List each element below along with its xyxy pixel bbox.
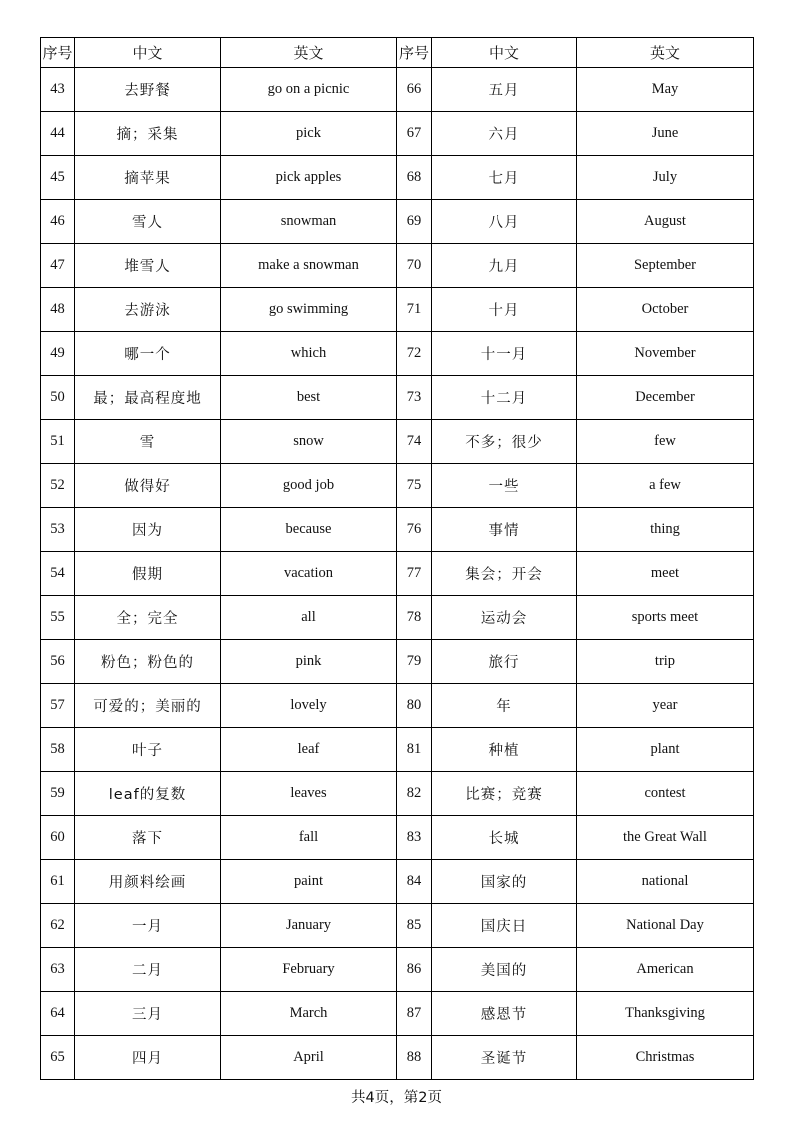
header-chinese-right: 中文 [432, 38, 577, 68]
header-english-right: 英文 [577, 38, 754, 68]
cell-chinese-right: 集会；开会 [432, 552, 577, 596]
cell-chinese-left: 可爱的；美丽的 [75, 684, 221, 728]
cell-number-right: 73 [397, 376, 432, 420]
cell-chinese-right: 六月 [432, 112, 577, 156]
cell-chinese-left: 一月 [75, 904, 221, 948]
cell-english-right: May [577, 68, 754, 112]
table-body [41, 68, 754, 1080]
cell-chinese-left: 因为 [75, 508, 221, 552]
table-row [41, 464, 754, 508]
cell-number-right: 69 [397, 200, 432, 244]
header-number-right: 序号 [397, 38, 432, 68]
cell-number-right: 88 [397, 1036, 432, 1080]
cell-number-left: 65 [41, 1036, 75, 1080]
cell-english-right: plant [577, 728, 754, 772]
cell-english-left: leaves [221, 772, 397, 816]
cell-english-right: national [577, 860, 754, 904]
cell-chinese-left: 雪人 [75, 200, 221, 244]
cell-number-right: 87 [397, 992, 432, 1036]
cell-number-left: 45 [41, 156, 75, 200]
cell-number-left: 49 [41, 332, 75, 376]
table-row [41, 376, 754, 420]
table-row [41, 640, 754, 684]
cell-number-left: 43 [41, 68, 75, 112]
cell-chinese-left: 堆雪人 [75, 244, 221, 288]
cell-english-left: snow [221, 420, 397, 464]
table-row [41, 596, 754, 640]
cell-chinese-left: 二月 [75, 948, 221, 992]
cell-english-right: June [577, 112, 754, 156]
cell-english-left: go on a picnic [221, 68, 397, 112]
cell-chinese-left: 假期 [75, 552, 221, 596]
cell-number-left: 50 [41, 376, 75, 420]
cell-english-left: pink [221, 640, 397, 684]
cell-number-left: 60 [41, 816, 75, 860]
vocabulary-table [40, 37, 754, 1080]
cell-number-left: 55 [41, 596, 75, 640]
cell-number-right: 74 [397, 420, 432, 464]
table-header [41, 38, 754, 68]
cell-chinese-right: 十月 [432, 288, 577, 332]
table-row [41, 772, 754, 816]
cell-english-right: September [577, 244, 754, 288]
cell-number-right: 78 [397, 596, 432, 640]
table-row [41, 816, 754, 860]
table-row [41, 684, 754, 728]
cell-chinese-left: 全；完全 [75, 596, 221, 640]
cell-english-left: March [221, 992, 397, 1036]
cell-number-right: 83 [397, 816, 432, 860]
cell-english-right: American [577, 948, 754, 992]
cell-english-right: year [577, 684, 754, 728]
cell-chinese-right: 比赛；竞赛 [432, 772, 577, 816]
table-row [41, 156, 754, 200]
cell-chinese-left: 雪 [75, 420, 221, 464]
cell-number-right: 70 [397, 244, 432, 288]
cell-english-left: paint [221, 860, 397, 904]
cell-chinese-left: 用颜料绘画 [75, 860, 221, 904]
cell-number-left: 61 [41, 860, 75, 904]
cell-chinese-left: 做得好 [75, 464, 221, 508]
cell-number-right: 68 [397, 156, 432, 200]
cell-chinese-right: 旅行 [432, 640, 577, 684]
cell-chinese-right: 七月 [432, 156, 577, 200]
table-row [41, 552, 754, 596]
table-row [41, 948, 754, 992]
cell-chinese-right: 一些 [432, 464, 577, 508]
cell-number-right: 76 [397, 508, 432, 552]
cell-chinese-left: 落下 [75, 816, 221, 860]
cell-english-left: pick apples [221, 156, 397, 200]
cell-number-right: 75 [397, 464, 432, 508]
cell-chinese-right: 国家的 [432, 860, 577, 904]
cell-english-left: best [221, 376, 397, 420]
cell-number-left: 44 [41, 112, 75, 156]
cell-english-right: December [577, 376, 754, 420]
cell-number-right: 66 [397, 68, 432, 112]
cell-number-left: 48 [41, 288, 75, 332]
cell-number-left: 59 [41, 772, 75, 816]
page-footer: 共4页，第2页 [351, 1090, 442, 1106]
cell-english-left: go swimming [221, 288, 397, 332]
cell-number-left: 47 [41, 244, 75, 288]
table-row [41, 904, 754, 948]
cell-chinese-right: 种植 [432, 728, 577, 772]
cell-number-right: 79 [397, 640, 432, 684]
cell-number-right: 77 [397, 552, 432, 596]
cell-number-right: 81 [397, 728, 432, 772]
cell-english-right: contest [577, 772, 754, 816]
cell-number-left: 58 [41, 728, 75, 772]
cell-english-right: sports meet [577, 596, 754, 640]
cell-number-right: 80 [397, 684, 432, 728]
cell-english-right: few [577, 420, 754, 464]
cell-english-right: November [577, 332, 754, 376]
cell-english-right: National Day [577, 904, 754, 948]
cell-chinese-right: 不多；很少 [432, 420, 577, 464]
table-row [41, 288, 754, 332]
cell-english-left: February [221, 948, 397, 992]
cell-chinese-right: 运动会 [432, 596, 577, 640]
table-row [41, 200, 754, 244]
cell-chinese-left: 摘；采集 [75, 112, 221, 156]
cell-chinese-right: 事情 [432, 508, 577, 552]
cell-chinese-left: 三月 [75, 992, 221, 1036]
cell-chinese-left: 哪一个 [75, 332, 221, 376]
cell-english-right: July [577, 156, 754, 200]
cell-english-right: the Great Wall [577, 816, 754, 860]
cell-english-left: snowman [221, 200, 397, 244]
cell-chinese-right: 国庆日 [432, 904, 577, 948]
table-row [41, 860, 754, 904]
cell-chinese-right: 感恩节 [432, 992, 577, 1036]
cell-chinese-right: 十二月 [432, 376, 577, 420]
cell-chinese-left: 四月 [75, 1036, 221, 1080]
cell-english-left: leaf [221, 728, 397, 772]
table-row [41, 728, 754, 772]
header-row [41, 38, 754, 68]
cell-number-left: 52 [41, 464, 75, 508]
cell-chinese-left: leaf的复数 [75, 772, 221, 816]
cell-chinese-right: 长城 [432, 816, 577, 860]
table-row [41, 508, 754, 552]
cell-english-right: Thanksgiving [577, 992, 754, 1036]
cell-english-left: because [221, 508, 397, 552]
cell-chinese-right: 五月 [432, 68, 577, 112]
header-english-left: 英文 [221, 38, 397, 68]
cell-number-right: 82 [397, 772, 432, 816]
cell-english-left: January [221, 904, 397, 948]
cell-english-right: August [577, 200, 754, 244]
cell-number-right: 71 [397, 288, 432, 332]
cell-english-right: meet [577, 552, 754, 596]
cell-english-left: all [221, 596, 397, 640]
cell-number-right: 86 [397, 948, 432, 992]
cell-number-left: 51 [41, 420, 75, 464]
table-row [41, 68, 754, 112]
cell-chinese-right: 美国的 [432, 948, 577, 992]
cell-number-left: 53 [41, 508, 75, 552]
cell-number-left: 63 [41, 948, 75, 992]
cell-english-right: Christmas [577, 1036, 754, 1080]
table-row [41, 1036, 754, 1080]
cell-english-left: pick [221, 112, 397, 156]
cell-chinese-left: 摘苹果 [75, 156, 221, 200]
table-row [41, 332, 754, 376]
cell-number-left: 64 [41, 992, 75, 1036]
cell-chinese-left: 最；最高程度地 [75, 376, 221, 420]
cell-chinese-right: 十一月 [432, 332, 577, 376]
cell-number-left: 46 [41, 200, 75, 244]
cell-english-left: fall [221, 816, 397, 860]
cell-english-right: a few [577, 464, 754, 508]
cell-number-right: 85 [397, 904, 432, 948]
cell-chinese-left: 去游泳 [75, 288, 221, 332]
cell-chinese-left: 去野餐 [75, 68, 221, 112]
cell-english-left: good job [221, 464, 397, 508]
cell-english-left: which [221, 332, 397, 376]
cell-chinese-right: 九月 [432, 244, 577, 288]
table-row [41, 112, 754, 156]
cell-english-left: make a snowman [221, 244, 397, 288]
cell-english-left: April [221, 1036, 397, 1080]
header-number-left: 序号 [41, 38, 75, 68]
cell-chinese-left: 叶子 [75, 728, 221, 772]
cell-number-left: 57 [41, 684, 75, 728]
cell-number-left: 62 [41, 904, 75, 948]
cell-english-left: lovely [221, 684, 397, 728]
header-chinese-left: 中文 [75, 38, 221, 68]
cell-english-left: vacation [221, 552, 397, 596]
cell-english-right: trip [577, 640, 754, 684]
table-row [41, 992, 754, 1036]
cell-english-right: thing [577, 508, 754, 552]
table-row [41, 244, 754, 288]
cell-number-right: 84 [397, 860, 432, 904]
cell-number-right: 72 [397, 332, 432, 376]
cell-number-right: 67 [397, 112, 432, 156]
cell-number-left: 54 [41, 552, 75, 596]
cell-chinese-right: 圣诞节 [432, 1036, 577, 1080]
cell-chinese-left: 粉色；粉色的 [75, 640, 221, 684]
cell-chinese-right: 年 [432, 684, 577, 728]
cell-number-left: 56 [41, 640, 75, 684]
cell-chinese-right: 八月 [432, 200, 577, 244]
table-row [41, 420, 754, 464]
cell-english-right: October [577, 288, 754, 332]
